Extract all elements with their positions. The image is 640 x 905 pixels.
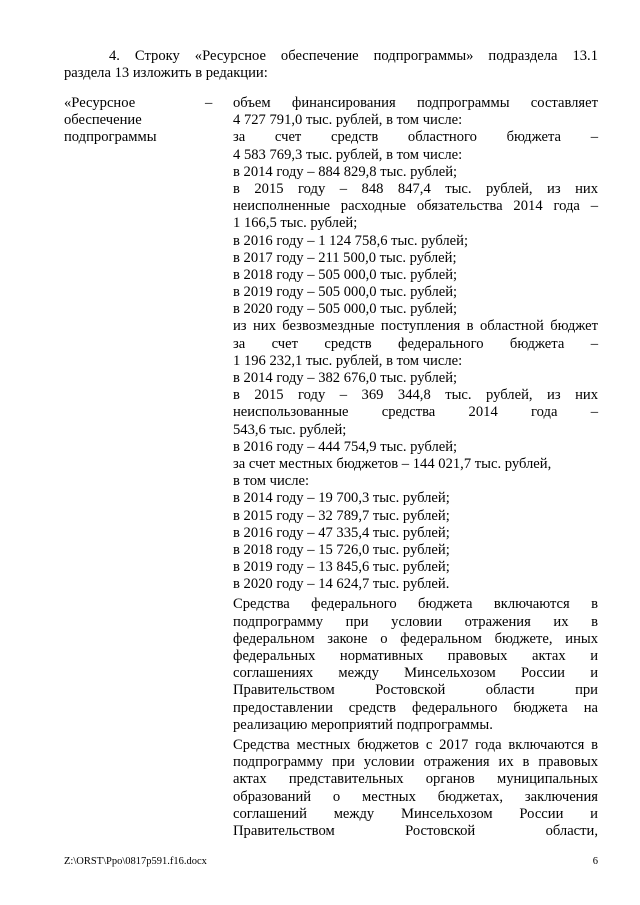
content-line: за счет средств федерального бюджета – <box>233 335 598 352</box>
content-line: 1 166,5 тыс. рублей; <box>233 215 358 232</box>
content-line: Правительством Ростовской области при <box>233 682 598 699</box>
label-line: обеспечение <box>64 112 142 129</box>
content-line: в 2019 году – 505 000,0 тыс. рублей; <box>233 284 458 301</box>
content-line: 4 727 791,0 тыс. рублей, в том числе: <box>233 112 463 129</box>
content-line: образований о местных бюджетах, заключения <box>233 788 598 805</box>
content-line: в 2020 году – 14 624,7 тыс. рублей. <box>233 576 450 593</box>
content-line: Средства местных бюджетов с 2017 года включаются в <box>233 736 598 753</box>
content-line: неисполненные расходные обязательства 2014 года – <box>233 198 598 215</box>
label-line: подпрограммы <box>64 129 157 146</box>
content-line: в 2018 году – 505 000,0 тыс. рублей; <box>233 266 458 283</box>
content-line: Средства федерального бюджета включаются в <box>233 596 598 613</box>
content-line: за счет средств областного бюджета – <box>233 129 598 146</box>
content-line: в 2014 году – 382 676,0 тыс. рублей; <box>233 370 458 386</box>
content-line: в 2014 году – 884 829,8 тыс. рублей; <box>233 163 458 180</box>
intro-line: 4. Строку «Ресурсное обеспечение подпрограммы» подраздела 13.1 <box>109 48 598 64</box>
page-number: 6 <box>592 856 598 867</box>
content-line: в 2018 году – 15 726,0 тыс. рублей; <box>233 541 450 558</box>
intro-line: раздела 13 изложить в редакции: <box>64 65 268 82</box>
content-line: в 2015 году – 848 847,4 тыс. рублей, из них <box>233 180 598 197</box>
row-label <box>64 95 174 147</box>
content-line: актах представительных органов муниципальных <box>233 771 598 788</box>
content-line: предоставлении средств федерального бюджета на <box>233 699 598 716</box>
content-line: в 2020 году – 505 000,0 тыс. рублей; <box>233 301 458 318</box>
content-line: подпрограмму при условии отражения их в правовых <box>233 754 598 771</box>
content-line: за счет местных бюджетов – 144 021,7 тыс. рублей, <box>233 455 552 472</box>
content-line: соглашениях между Минсельхозом России и <box>233 665 598 682</box>
content-line: в 2019 году – 13 845,6 тыс. рублей; <box>233 559 450 576</box>
content-line: в 2015 году – 32 789,7 тыс. рублей; <box>233 507 450 524</box>
content-line: в 2016 году – 47 335,4 тыс. рублей; <box>233 524 450 541</box>
content-line: неиспользованные средства 2014 года – <box>233 404 598 421</box>
content-line: из них безвозмездные поступления в областной бюджет <box>233 318 598 335</box>
label-line: «Ресурсное <box>64 95 136 111</box>
content-line: соглашений между Минсельхозом России и <box>233 805 598 822</box>
content-line: подпрограмму при условии отражения их в <box>233 613 598 630</box>
intro-paragraph <box>64 48 598 82</box>
content-line: реализацию мероприятий подпрограммы. <box>233 716 493 733</box>
content-line: федеральных нормативных правовых актах и <box>233 648 598 664</box>
content-line: в том числе: <box>233 473 310 490</box>
content-line: в 2016 году – 444 754,9 тыс. рублей; <box>233 438 458 455</box>
content-line: 1 196 232,1 тыс. рублей, в том числе: <box>233 352 463 369</box>
content-line: федеральном законе о федеральном бюджете, иных <box>233 630 598 647</box>
funding-content <box>233 95 598 840</box>
content-line: в 2016 году – 1 124 758,6 тыс. рублей; <box>233 232 469 249</box>
file-path: Z:\ORST\Ppo\0817p591.f16.docx <box>64 856 207 867</box>
content-line: в 2017 году – 211 500,0 тыс. рублей; <box>233 249 457 266</box>
label-dash: – <box>205 95 213 111</box>
content-line: в 2014 году – 19 700,3 тыс. рублей; <box>233 490 450 507</box>
content-line: 4 583 769,3 тыс. рублей, в том числе: <box>233 146 463 163</box>
content-line: Правительством Ростовской области, <box>233 822 598 839</box>
content-line: объем финансирования подпрограммы составляет <box>233 95 598 111</box>
content-line: в 2015 году – 369 344,8 тыс. рублей, из них <box>233 387 598 404</box>
content-line: 543,6 тыс. рублей; <box>233 421 347 438</box>
